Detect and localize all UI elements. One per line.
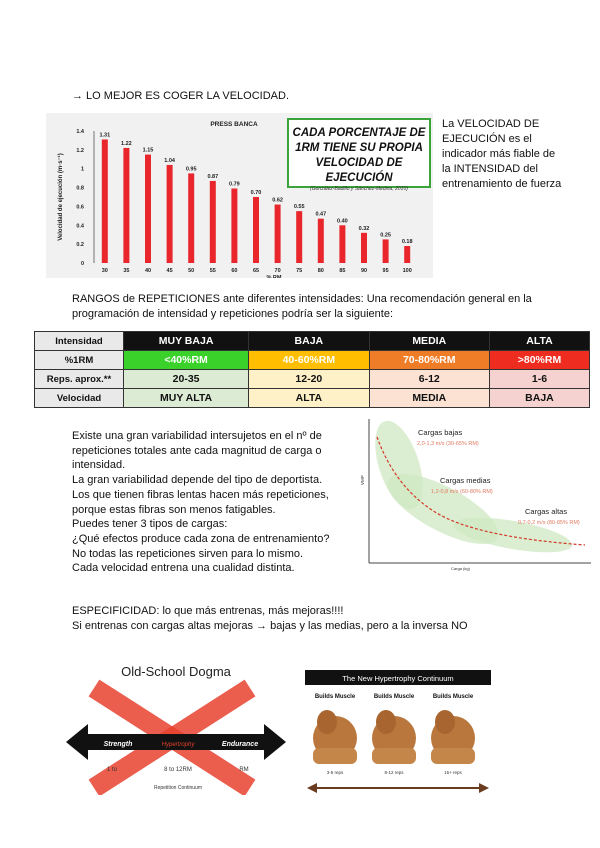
low-zone-title: Cargas bajas — [418, 428, 463, 437]
variability-line: La gran variabilidad depende del tipo de deportista. — [72, 474, 323, 487]
mid-zone-title: Cargas medias — [440, 476, 491, 485]
bar — [318, 219, 324, 263]
continuum-arrow-right — [479, 783, 489, 793]
range-hi: RM — [239, 767, 249, 773]
old-school-title: Old-School Dogma — [121, 664, 231, 679]
variability-line: porque estas fibras son menos fatigables. — [72, 503, 276, 516]
chart-title: PRESS BANCA — [210, 121, 258, 128]
bar-value-label: 1.15 — [142, 147, 154, 154]
arrow-label-endurance: Endurance — [221, 741, 259, 748]
bar — [383, 239, 389, 263]
bar-value-label: 0.87 — [207, 173, 219, 180]
ranges-intro — [72, 292, 572, 322]
ranges-intro-line: RANGOS de REPETICIONES ante diferentes intensidades: Una recomendación general en la — [72, 293, 532, 305]
x-tick-label: 90 — [360, 268, 368, 274]
bar — [167, 165, 173, 263]
builds-muscle-label: Builds Muscle — [373, 694, 415, 700]
arrow-label-strength: Strength — [103, 741, 133, 748]
x-axis-label: % RM — [266, 275, 282, 278]
specificity-line: Si entrenas con cargas altas mejoras → bajas y las medias, pero a la inversa NO — [72, 620, 468, 632]
flexed-arm-icon — [313, 710, 357, 764]
specificity-text — [72, 604, 468, 634]
side-note-line: entrenamiento de fuerza — [442, 178, 562, 190]
bar — [231, 189, 237, 263]
specificity-line: ESPECIFICIDAD: lo que más entrenas, más mejoras!!!! — [72, 605, 344, 617]
bar-value-label: 0.95 — [185, 166, 197, 173]
x-tick-label: 100 — [402, 268, 412, 274]
variability-line: Cada velocidad entrena una cualidad distinta. — [72, 562, 295, 575]
table-cell: MEDIA — [369, 389, 489, 408]
side-note-line: La VELOCIDAD DE — [442, 118, 540, 130]
y-tick-label: 1.2 — [76, 147, 84, 154]
bar-value-label: 0.32 — [358, 225, 370, 232]
bar-value-label: 0.18 — [401, 239, 413, 246]
row-label: Velocidad — [35, 389, 124, 408]
zones-xlabel: Carga (kg) — [451, 566, 470, 571]
bar — [253, 197, 259, 263]
x-tick-label: 65 — [252, 268, 260, 274]
table-row — [35, 351, 590, 370]
y-tick-label: 0.4 — [76, 223, 84, 230]
table-cell: MUY ALTA — [124, 389, 249, 408]
x-tick-label: 50 — [188, 268, 195, 274]
range-lo: 1 to — [106, 767, 118, 773]
y-tick-label: 1.4 — [76, 129, 84, 135]
callout-box — [287, 118, 431, 192]
old-school-svg — [62, 660, 290, 795]
bar-value-label: 1.22 — [121, 140, 132, 147]
y-tick-label: 1 — [80, 166, 84, 173]
bar — [296, 211, 302, 263]
bar — [404, 246, 410, 263]
variability-line: intensidad. — [72, 459, 126, 472]
continuum-svg — [305, 670, 491, 798]
table-cell: 40-60%RM — [249, 351, 369, 370]
table-cell: <40%RM — [124, 351, 249, 370]
bar — [145, 155, 151, 263]
builds-muscle-label: Builds Muscle — [432, 694, 474, 700]
row-label: %1RM — [35, 351, 124, 370]
callout-line-3: VELOCIDAD DE EJECUCIÓN — [315, 157, 403, 184]
table-cell: 70-80%RM — [369, 351, 489, 370]
reps-label: 8-12 reps — [384, 770, 404, 775]
bar-value-label: 0.47 — [315, 211, 327, 218]
table-header-cell: ALTA — [489, 332, 589, 351]
bar — [123, 148, 129, 263]
x-tick-label: 95 — [382, 268, 389, 274]
variability-line: Existe una gran variabilidad intersujetos en el nº de — [72, 430, 322, 442]
table-cell: 6-12 — [369, 370, 489, 389]
mid-zone-range: 1,2-0,8 m/s (60-80% RM) — [431, 489, 493, 495]
table-cell: 20-35 — [124, 370, 249, 389]
velocity-zones-chart — [355, 417, 593, 575]
bar-value-label: 0.62 — [272, 197, 283, 204]
y-tick-label: 0 — [80, 261, 84, 267]
builds-muscle-label: Builds Muscle — [314, 694, 356, 700]
bar — [210, 181, 216, 263]
table-row — [35, 389, 590, 408]
variability-line: ¿Qué efectos produce cada zona de entrenamiento? — [72, 532, 330, 545]
table-header-cell: BAJA — [249, 332, 369, 351]
x-tick-label: 45 — [166, 268, 173, 274]
reps-label: 3-5 reps — [326, 770, 344, 775]
bar-value-label: 1.04 — [164, 157, 175, 164]
intro-line: → LO MEJOR ES COGER LA VELOCIDAD. — [72, 90, 289, 102]
bar — [188, 173, 194, 263]
high-zone-title: Cargas altas — [525, 507, 568, 516]
bar-value-label: 0.79 — [229, 181, 240, 188]
reps-label: 15+ reps — [444, 770, 462, 775]
old-school-dogma-image — [62, 660, 290, 795]
variability-line: No todas las repeticiones sirven para lo mismo. — [72, 547, 304, 560]
x-tick-label: 35 — [123, 268, 130, 274]
side-note-line: EJECUCIÓN es el — [442, 133, 532, 145]
y-tick-label: 0.6 — [76, 204, 84, 211]
bar-value-label: 0.70 — [250, 190, 262, 196]
low-zone-range: 2,0-1,3 m/s (30-65% RM) — [417, 441, 479, 447]
y-tick-label: 0.2 — [76, 242, 84, 249]
table-row — [35, 370, 590, 389]
side-note — [442, 117, 561, 192]
continuum-arrow-left — [307, 783, 317, 793]
ranges-intro-line: programación de intensidad y repeticiones podría ser la siguiente: — [72, 308, 394, 320]
x-tick-label: 30 — [101, 268, 108, 274]
callout-line-2: 1RM TIENE SU PROPIA — [295, 142, 423, 154]
table-cell: ALTA — [249, 389, 369, 408]
table-cell: >80%RM — [489, 351, 589, 370]
table-cell: 1-6 — [489, 370, 589, 389]
y-axis-label: Velocidad de ejecución (m·s⁻¹) — [58, 153, 64, 241]
row-label: Reps. aprox.** — [35, 370, 124, 389]
table-header-row — [35, 332, 590, 351]
bar-value-label: 0.25 — [380, 232, 391, 239]
bar-value-label: 0.55 — [293, 204, 305, 211]
continuum-caption: Repetition Continuum — [153, 785, 203, 791]
arrow-label-hypertrophy: Hypertrophy — [161, 742, 195, 748]
bar — [275, 205, 281, 263]
y-tick-label: 0.8 — [76, 185, 84, 192]
bar-value-label: 1.31 — [99, 132, 111, 139]
side-note-line: la INTENSIDAD del — [442, 163, 538, 175]
x-tick-label: 70 — [274, 268, 281, 274]
zones-svg — [355, 417, 593, 575]
variability-line: Los que tienen fibras lentas hacen más repeticiones, — [72, 488, 329, 501]
x-tick-label: 55 — [209, 268, 216, 274]
x-tick-label: 75 — [296, 268, 303, 274]
zones-ylabel: VMP — [360, 475, 365, 485]
high-zone-range: 0,7-0,2 m/s (80-85% RM) — [518, 520, 580, 526]
table-header-cell: MEDIA — [369, 332, 489, 351]
flexed-arm-icon — [372, 710, 416, 764]
variability-line: Puedes tener 3 tipos de cargas: — [72, 518, 228, 531]
variability-text — [72, 429, 357, 576]
intensity-table — [34, 331, 590, 408]
variability-line: repeticiones totales ante cada magnitud de carga o — [72, 444, 322, 457]
bar — [102, 139, 108, 263]
x-tick-label: 40 — [144, 268, 152, 274]
hypertrophy-continuum-image — [305, 670, 491, 798]
table-cell: 12-20 — [249, 370, 369, 389]
bar — [339, 225, 345, 263]
velocity-bar-chart — [46, 113, 433, 278]
x-tick-label: 85 — [339, 268, 346, 274]
flexed-arm-icon — [431, 710, 475, 764]
table-header-cell: MUY BAJA — [124, 332, 249, 351]
range-mid: 8 to 12RM — [164, 767, 192, 773]
side-note-line: indicador más fiable de — [442, 148, 556, 160]
table-header-cell: Intensidad — [35, 332, 124, 351]
table-cell: BAJA — [489, 389, 589, 408]
continuum-title: The New Hypertrophy Continuum — [342, 674, 454, 683]
x-tick-label: 60 — [231, 268, 238, 274]
bar — [361, 233, 367, 263]
x-tick-label: 80 — [317, 268, 324, 274]
callout-source: (González-Badillo y Sánchez-Medina, 2010) — [310, 186, 408, 192]
bar-value-label: 0.40 — [337, 218, 348, 225]
callout-line-1: CADA PORCENTAJE DE — [292, 127, 426, 139]
